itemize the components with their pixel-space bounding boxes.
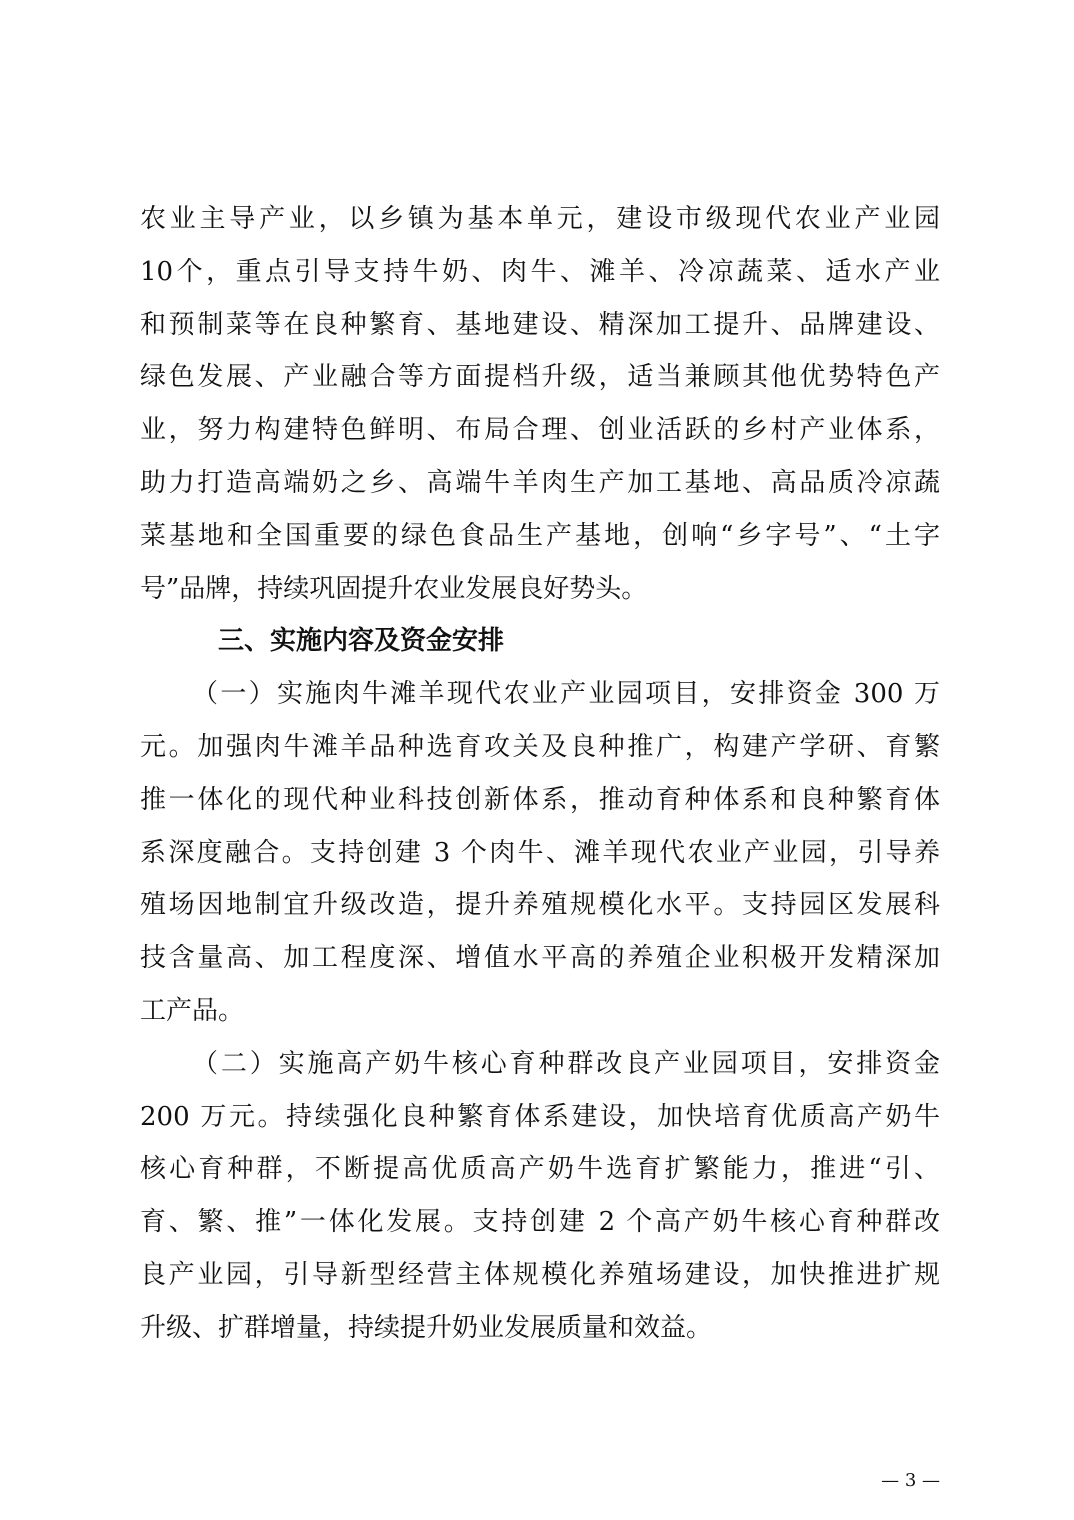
paragraph-line: （二）实施高产奶牛核心育种群改良产业园项目，安排资金 (192, 1048, 940, 1079)
paragraph-line: 核心育种群，不断提高优质高产奶牛选育扩繁能力，推进“引、 (140, 1154, 940, 1185)
paragraph-line: 业，努力构建特色鲜明、布局合理、创业活跃的乡村产业体系， (140, 415, 940, 446)
paragraph-line: 推一体化的现代种业科技创新体系，推动育种体系和良种繁育体 (140, 784, 940, 815)
paragraph-line: 系深度融合。支持创建 3 个肉牛、滩羊现代农业产业园，引导养 (140, 837, 940, 868)
paragraph-line: 殖场因地制宜升级改造，提升养殖规模化水平。支持园区发展科 (140, 890, 940, 921)
paragraph-line: 助力打造高端奶之乡、高端牛羊肉生产加工基地、高品质冷凉蔬 (140, 467, 940, 498)
paragraph-line: 升级、扩群增量，持续提升奶业发展质量和效益。 (140, 1312, 713, 1343)
paragraph-line: 育、繁、推”一体化发展。支持创建 2 个高产奶牛核心育种群改 (140, 1207, 940, 1238)
paragraph-line: 农业主导产业，以乡镇为基本单元，建设市级现代农业产业园 (140, 204, 940, 234)
section-heading: 三、实施内容及资金安排 (218, 626, 505, 657)
body-text (140, 193, 940, 1355)
paragraph-line: 200 万元。持续强化良种繁育体系建设，加快培育优质高产奶牛 (140, 1101, 940, 1132)
paragraph-line: 10个，重点引导支持牛奶、肉牛、滩羊、冷凉蔬菜、适水产业 (140, 256, 940, 287)
paragraph-line: 工产品。 (140, 995, 245, 1026)
paragraph-line: （一）实施肉牛滩羊现代农业产业园项目，安排资金 300 万 (192, 679, 940, 710)
paragraph-line: 元。加强肉牛滩羊品种选育攻关及良种推广，构建产学研、育繁 (140, 731, 940, 762)
paragraph-line: 绿色发展、产业融合等方面提档升级，适当兼顾其他优势特色产 (140, 362, 940, 393)
paragraph-line: 和预制菜等在良种繁育、基地建设、精深加工提升、品牌建设、 (140, 309, 940, 340)
paragraph-line: 良产业园，引导新型经营主体规模化养殖场建设，加快推进扩规 (140, 1259, 940, 1290)
paragraph-line: 号”品牌，持续巩固提升农业发展良好势头。 (140, 573, 648, 604)
page-number: — 3 — (881, 1470, 940, 1491)
paragraph-line: 菜基地和全国重要的绿色食品生产基地，创响“乡字号”、“土字 (140, 520, 940, 551)
paragraph-line: 技含量高、加工程度深、增值水平高的养殖企业积极开发精深加 (140, 943, 940, 974)
